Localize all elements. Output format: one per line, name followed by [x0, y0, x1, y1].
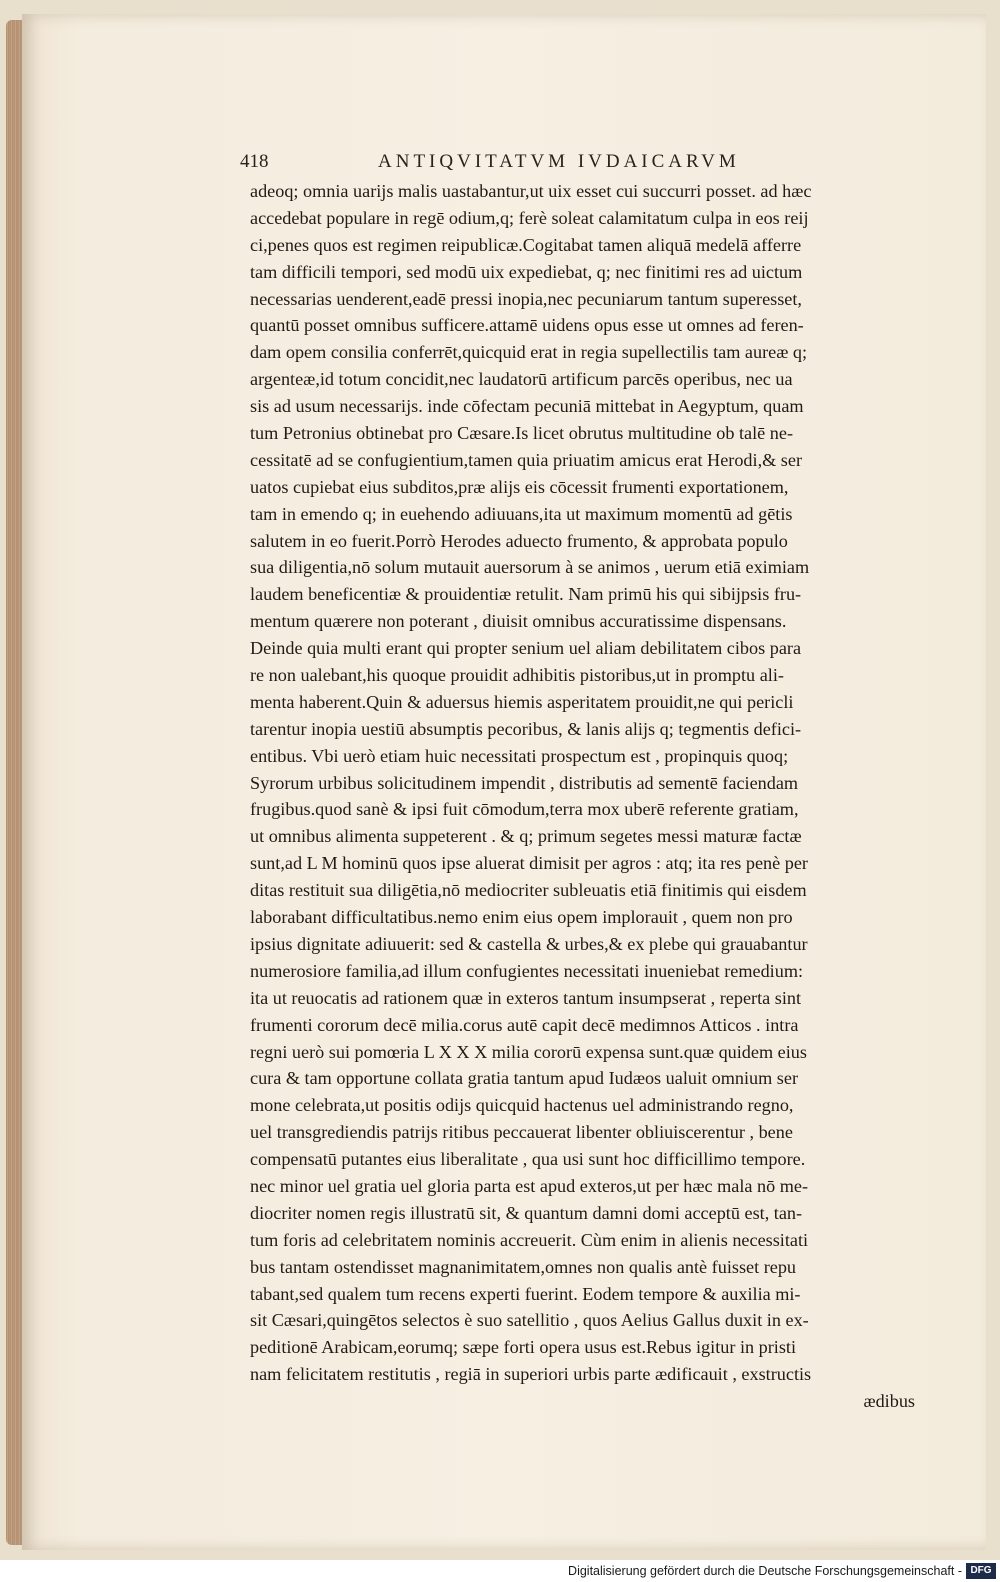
text-line: mentum quærere non poterant , diuisit omnibus accuratissime dispensans.: [250, 611, 787, 632]
text-line: necessarias uenderent,eadē pressi inopia,nec pecuniarum tantum superesset,: [250, 288, 802, 309]
text-line: menta haberent.Quin & aduersus hiemis asperitatem prouidit,ne qui pericli: [250, 691, 794, 712]
text-line: laudem beneficentiæ & prouidentiæ retulit. Nam primū his qui sibijpsis fru-: [250, 584, 802, 605]
text-line: ci,penes quos est regimen reipublicæ.Cogitabat tamen aliquā medelā afferre: [250, 234, 802, 255]
text-line: quantū posset omnibus sufficere.attamē uidens opus esse ut omnes ad feren-: [250, 315, 804, 336]
text-line: dam opem consilia conferrēt,quicquid erat in regia supellectilis tam aureæ q;: [250, 342, 808, 363]
text-line: tarentur inopia uestiū absumptis pecoribus, & lanis alijs q; tegmentis defici-: [250, 718, 802, 739]
text-line: sis ad usum necessarijs. inde cōfectam pecuniā mittebat in Aegyptum, quam: [250, 396, 804, 417]
text-line: re non ualebant,his quoque prouidit adhibitis pistoribus,ut in promptu ali-: [250, 665, 784, 686]
page-header: [240, 151, 930, 175]
text-line: cessitatē ad se confugientium,tamen quia priuatim amicus erat Herodi,& ser: [250, 449, 803, 470]
text-line: frugibus.quod sanè & ipsi fuit cōmodum,terra mox uberē referente gratiam,: [250, 799, 799, 820]
text-line: argenteæ,id totum concidit,nec laudatorū artificum parcēs operibus, nec ua: [250, 369, 793, 390]
text-line: tabant,sed qualem tum recens experti fuerint. Eodem tempore & auxilia mi-: [250, 1283, 801, 1304]
text-line: diocriter nomen regis illustratū sit, & quantum damni domi acceptū est, tan-: [250, 1202, 803, 1223]
text-line: tam in emendo q; in euehendo adiuuans,ita ut maximum momentū ad gētis: [250, 503, 793, 524]
dfg-logo: DFG: [966, 1563, 996, 1579]
footer-bar: [0, 1560, 1000, 1582]
text-line: uel transgrediendis patrijs ritibus peccauerat libenter obliuiscerentur , bene: [250, 1122, 793, 1143]
text-line: mone celebrata,ut positis odijs quicquid hactenus uel administrando regno,: [250, 1095, 794, 1116]
running-title: ANTIQVITATVM IVDAICARVM: [378, 151, 740, 172]
body-text: [250, 178, 915, 1415]
catchword: ædibus: [863, 1391, 915, 1412]
text-line: regni uerò sui pomœria L X X X milia cororū expensa sunt.quæ quidem eius: [250, 1041, 807, 1062]
text-line: Deinde quia multi erant qui propter senium uel aliam debilitatem cibos para: [250, 638, 802, 659]
text-line: laborabant difficultatibus.nemo enim eius opem implorauit , quem non pro: [250, 907, 793, 928]
text-line: ditas restituit sua diligētia,nō mediocriter subleuatis etiā finitimis qui eisdem: [250, 880, 807, 901]
text-line: nec minor uel gratia uel gloria parta est apud exteros,ut per hæc mala nō me-: [250, 1175, 809, 1196]
text-line: adeoq; omnia uarijs malis uastabantur,ut uix esset cui succurri posset. ad hæc: [250, 181, 812, 201]
text-line: sunt,ad L M hominū quos ipse aluerat dimisit per agros : atq; ita res penè per: [250, 853, 808, 874]
text-line: sua diligentia,nō solum mutauit auersorum à se animos , uerum etiā eximiam: [250, 557, 810, 578]
text-line: accedebat populare in regē odium,q; ferè soleat calamitatum culpa in eos reij: [250, 207, 809, 228]
text-line: tum foris ad celebritatem nominis accreuerit. Cùm enim in alienis necessitati: [250, 1229, 809, 1250]
text-line: uatos cupiebat eius subditos,præ alijs eis cōcessit frumenti exportationem,: [250, 476, 789, 497]
text-line: compensatū putantes eius liberalitate , qua usi sunt hoc difficillimo tempore.: [250, 1149, 806, 1170]
text-line: ut omnibus alimenta suppeterent . & q; primum segetes messi maturæ factæ: [250, 826, 802, 847]
text-line: sit Cæsari,quingētos selectos è suo satellitio , quos Aelius Gallus duxit in ex-: [250, 1310, 809, 1331]
text-line: cura & tam opportune collata gratia tantum apud Iudæos ualuit omnium ser: [250, 1068, 799, 1089]
page-number: 418: [240, 151, 269, 172]
text-line: Syrorum urbibus solicitudinem impendit , distributis ad sementē faciendam: [250, 772, 799, 793]
text-line: nam felicitatem restitutis , regiā in superiori urbis parte ædificauit , exstructis: [250, 1364, 812, 1385]
text-line: ita ut reuocatis ad rationem quæ in exteros tantum insumpserat , reperta sint: [250, 987, 802, 1008]
text-line: ipsius dignitate adiuuerit: sed & castella & urbes,& ex plebe qui grauabantur: [250, 933, 808, 954]
text-line: peditionē Arabicam,eorumq; sæpe forti opera usus est.Rebus igitur in pristi: [250, 1337, 797, 1358]
text-line: tum Petronius obtinebat pro Cæsare.Is licet obrutus multitudine ob talē ne-: [250, 423, 794, 444]
text-line: tam difficili tempori, sed modū uix expediebat, q; nec finitimi res ad uictum: [250, 261, 803, 282]
text-line: entibus. Vbi uerò etiam huic necessitati prospectum est , propinquis quoq;: [250, 745, 789, 766]
text-line: numerosiore familia,ad illum confugientes necessitati inueniebat remedium:: [250, 960, 804, 981]
text-line: salutem in eo fuerit.Porrò Herodes aduecto frumento, & approbata populo: [250, 530, 788, 551]
text-line: frumenti cororum decē milia.corus autē capit decē medimnos Atticos . intra: [250, 1014, 799, 1035]
text-line: bus tantam ostendisset magnanimitatem,omnes non qualis antè fuisset repu: [250, 1256, 797, 1277]
funding-note: Digitalisierung gefördert durch die Deutsche Forschungsgemeinschaft -: [568, 1564, 962, 1578]
